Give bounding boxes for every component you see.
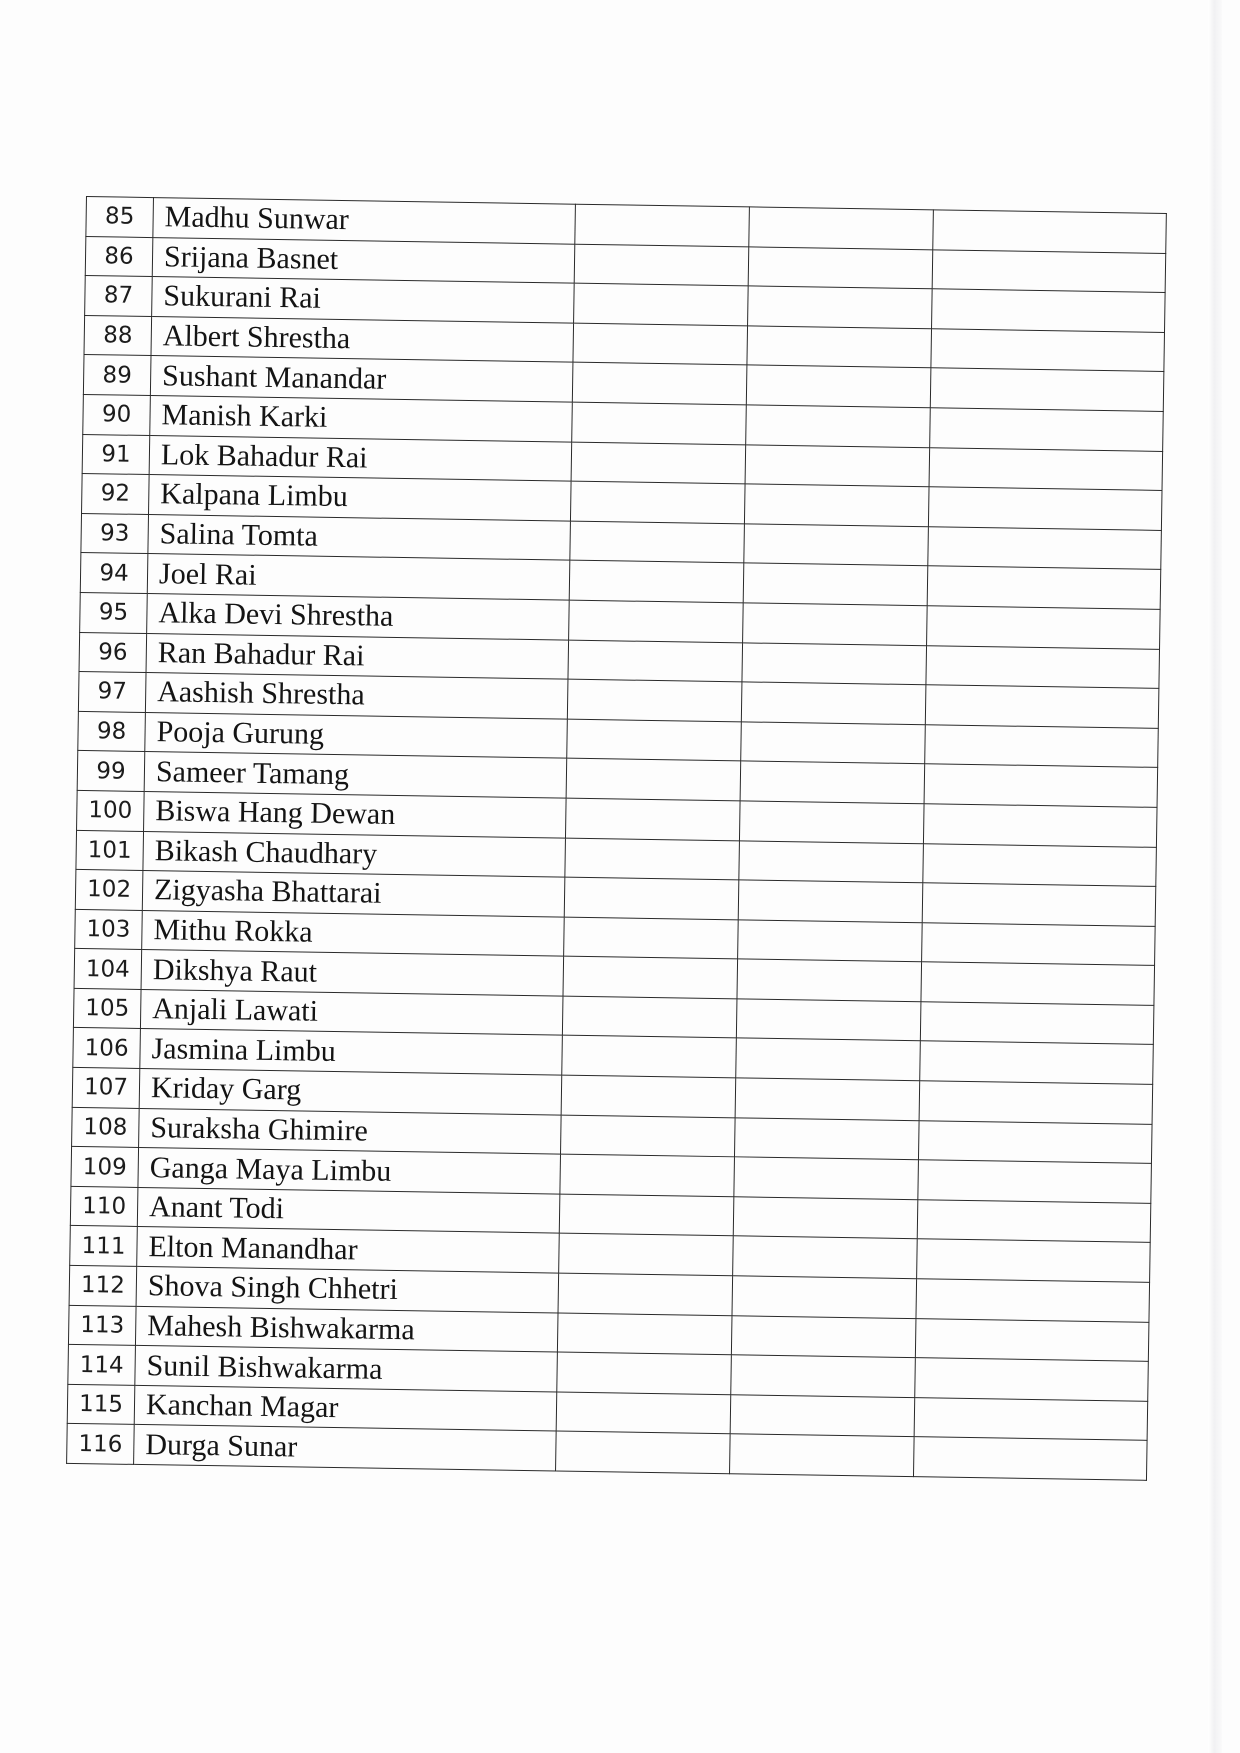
blank-cell-2 [747,326,932,368]
blank-cell-3 [917,1239,1151,1282]
serial-number-cell: 90 [83,394,151,435]
participant-name-cell: Pooja Gurung [145,712,568,758]
participant-name-cell: Aashish Shrestha [145,673,568,719]
serial-number-cell: 106 [73,1028,141,1069]
blank-cell-3 [922,922,1156,965]
blank-cell-2 [739,801,924,843]
blank-cell-1 [559,1194,734,1236]
participant-name-cell: Anant Todi [137,1187,560,1233]
participant-name-cell: Sunil Bishwakarma [135,1346,558,1392]
blank-cell-2 [739,840,924,882]
blank-cell-3 [931,329,1165,372]
blank-cell-2 [749,207,934,249]
serial-number-cell: 99 [77,751,145,792]
blank-cell-3 [921,962,1155,1005]
blank-cell-2 [740,761,925,803]
blank-cell-2 [745,444,930,486]
serial-number-cell: 113 [68,1305,136,1346]
serial-number-cell: 87 [85,276,153,317]
blank-cell-3 [918,1120,1152,1163]
participant-name-cell: Joel Rai [147,554,570,600]
serial-number-cell: 104 [74,949,142,990]
participant-name-cell: Kalpana Limbu [149,475,572,521]
serial-number-cell: 115 [67,1384,135,1425]
blank-cell-1 [560,1154,735,1196]
serial-number-cell: 94 [80,553,148,594]
blank-cell-2 [744,524,929,566]
participant-name-cell: Manish Karki [150,396,573,442]
blank-cell-2 [746,405,931,447]
blank-cell-3 [932,249,1166,292]
blank-cell-3 [914,1397,1148,1440]
blank-cell-1 [572,402,747,444]
blank-cell-2 [738,920,923,962]
serial-number-cell: 114 [68,1345,136,1386]
blank-cell-2 [748,286,933,328]
blank-cell-3 [919,1081,1153,1124]
blank-cell-2 [744,484,929,526]
blank-cell-2 [741,722,926,764]
blank-cell-1 [575,204,750,246]
blank-cell-1 [564,917,739,959]
blank-cell-2 [733,1236,918,1278]
blank-cell-1 [562,1036,737,1078]
blank-cell-1 [574,244,749,286]
serial-number-cell: 110 [70,1186,138,1227]
blank-cell-2 [736,999,921,1041]
blank-cell-3 [913,1437,1147,1480]
serial-number-cell: 89 [83,355,151,396]
blank-cell-2 [748,247,933,289]
serial-number-cell: 92 [82,474,150,515]
serial-number-cell: 93 [81,513,149,554]
participant-name-cell: Anjali Lawati [140,989,563,1035]
blank-cell-3 [933,210,1167,253]
blank-cell-3 [925,685,1159,728]
blank-cell-1 [561,1115,736,1157]
blank-cell-3 [927,606,1161,649]
blank-cell-2 [730,1434,915,1476]
blank-cell-2 [742,642,927,684]
blank-cell-1 [558,1273,733,1315]
participant-name-cell: Lok Bahadur Rai [149,435,572,481]
blank-cell-2 [731,1355,916,1397]
blank-cell-1 [563,956,738,998]
blank-cell-3 [927,566,1161,609]
blank-cell-2 [738,880,923,922]
blank-cell-2 [741,682,926,724]
blank-cell-1 [569,560,744,602]
participant-name-cell: Sukurani Rai [152,277,575,323]
blank-cell-1 [564,877,739,919]
blank-cell-3 [917,1200,1151,1243]
serial-number-cell: 107 [72,1067,140,1108]
blank-cell-3 [923,804,1157,847]
blank-cell-3 [926,645,1160,688]
blank-cell-2 [746,365,931,407]
blank-cell-3 [928,487,1162,530]
roster-table-container [65,196,1166,1543]
blank-cell-1 [567,719,742,761]
participant-name-cell: Salina Tomta [148,514,571,560]
serial-number-cell: 101 [76,830,144,871]
blank-cell-2 [734,1157,919,1199]
serial-number-cell: 97 [78,672,146,713]
participant-name-cell: Srijana Basnet [152,237,575,283]
serial-number-cell: 98 [78,711,146,752]
serial-number-cell: 96 [79,632,147,673]
blank-cell-3 [928,527,1162,570]
serial-number-cell: 86 [85,236,153,277]
serial-number-cell: 102 [75,870,143,911]
serial-number-cell: 109 [71,1147,139,1188]
participant-name-cell: Jasmina Limbu [140,1029,563,1075]
scan-shadow-edge [1208,0,1222,1753]
participant-name-cell: Sameer Tamang [144,752,567,798]
participant-name-cell: Kriday Garg [139,1069,562,1115]
blank-cell-3 [915,1358,1149,1401]
blank-cell-3 [930,368,1164,411]
blank-cell-3 [920,1041,1154,1084]
blank-cell-1 [556,1431,731,1473]
blank-cell-3 [923,843,1157,886]
blank-cell-2 [731,1315,916,1357]
blank-cell-1 [572,363,747,405]
blank-cell-3 [929,447,1163,490]
participant-name-cell: Ran Bahadur Rai [146,633,569,679]
serial-number-cell: 95 [80,592,148,633]
blank-cell-2 [733,1197,918,1239]
participant-name-cell: Bikash Chaudhary [143,831,566,877]
participant-name-cell: Durga Sunar [134,1425,557,1471]
blank-cell-1 [566,758,741,800]
serial-number-cell: 103 [75,909,143,950]
serial-number-cell: 91 [82,434,150,475]
blank-cell-2 [735,1078,920,1120]
blank-cell-2 [734,1117,919,1159]
blank-cell-1 [573,323,748,365]
participant-name-cell: Shova Singh Chhetri [136,1266,559,1312]
blank-cell-1 [570,521,745,563]
blank-cell-2 [736,1038,921,1080]
blank-cell-3 [922,883,1156,926]
blank-cell-3 [924,764,1158,807]
blank-cell-1 [557,1313,732,1355]
blank-cell-1 [574,283,749,325]
blank-cell-3 [918,1160,1152,1203]
blank-cell-1 [567,679,742,721]
participant-name-cell: Mithu Rokka [142,910,565,956]
participant-name-cell: Sushant Manandar [150,356,573,402]
blank-cell-1 [556,1392,731,1434]
blank-cell-2 [732,1276,917,1318]
blank-cell-1 [568,640,743,682]
blank-cell-2 [730,1395,915,1437]
participant-name-cell: Zigyasha Bhattarai [142,871,565,917]
blank-cell-1 [570,481,745,523]
blank-cell-3 [930,408,1164,451]
serial-number-cell: 85 [86,197,154,238]
serial-number-cell: 108 [72,1107,140,1148]
participant-name-cell: Mahesh Bishwakarma [135,1306,558,1352]
blank-cell-1 [571,442,746,484]
participant-name-cell: Alka Devi Shrestha [147,593,570,639]
blank-cell-3 [920,1002,1154,1045]
participant-name-cell: Biswa Hang Dewan [144,791,567,837]
participant-name-cell: Kanchan Magar [134,1385,557,1431]
blank-cell-1 [565,838,740,880]
blank-cell-1 [559,1233,734,1275]
blank-cell-2 [743,603,928,645]
blank-cell-1 [561,1075,736,1117]
blank-cell-1 [565,798,740,840]
blank-cell-3 [915,1318,1149,1361]
serial-number-cell: 88 [84,315,152,356]
serial-number-cell: 100 [77,790,145,831]
blank-cell-3 [916,1279,1150,1322]
blank-cell-1 [562,996,737,1038]
blank-cell-2 [743,563,928,605]
serial-number-cell: 116 [67,1424,135,1465]
serial-number-cell: 112 [69,1265,137,1306]
blank-cell-2 [737,959,922,1001]
roster-table [66,196,1167,1481]
blank-cell-3 [925,724,1159,767]
blank-cell-1 [557,1352,732,1394]
roster-table-body [67,197,1167,1481]
blank-cell-3 [932,289,1166,332]
participant-name-cell: Dikshya Raut [141,950,564,996]
serial-number-cell: 105 [73,988,141,1029]
participant-name-cell: Madhu Sunwar [153,198,576,244]
participant-name-cell: Elton Manandhar [137,1227,560,1273]
participant-name-cell: Albert Shrestha [151,316,574,362]
blank-cell-1 [569,600,744,642]
participant-name-cell: Suraksha Ghimire [139,1108,562,1154]
participant-name-cell: Ganga Maya Limbu [138,1148,561,1194]
serial-number-cell: 111 [70,1226,138,1267]
